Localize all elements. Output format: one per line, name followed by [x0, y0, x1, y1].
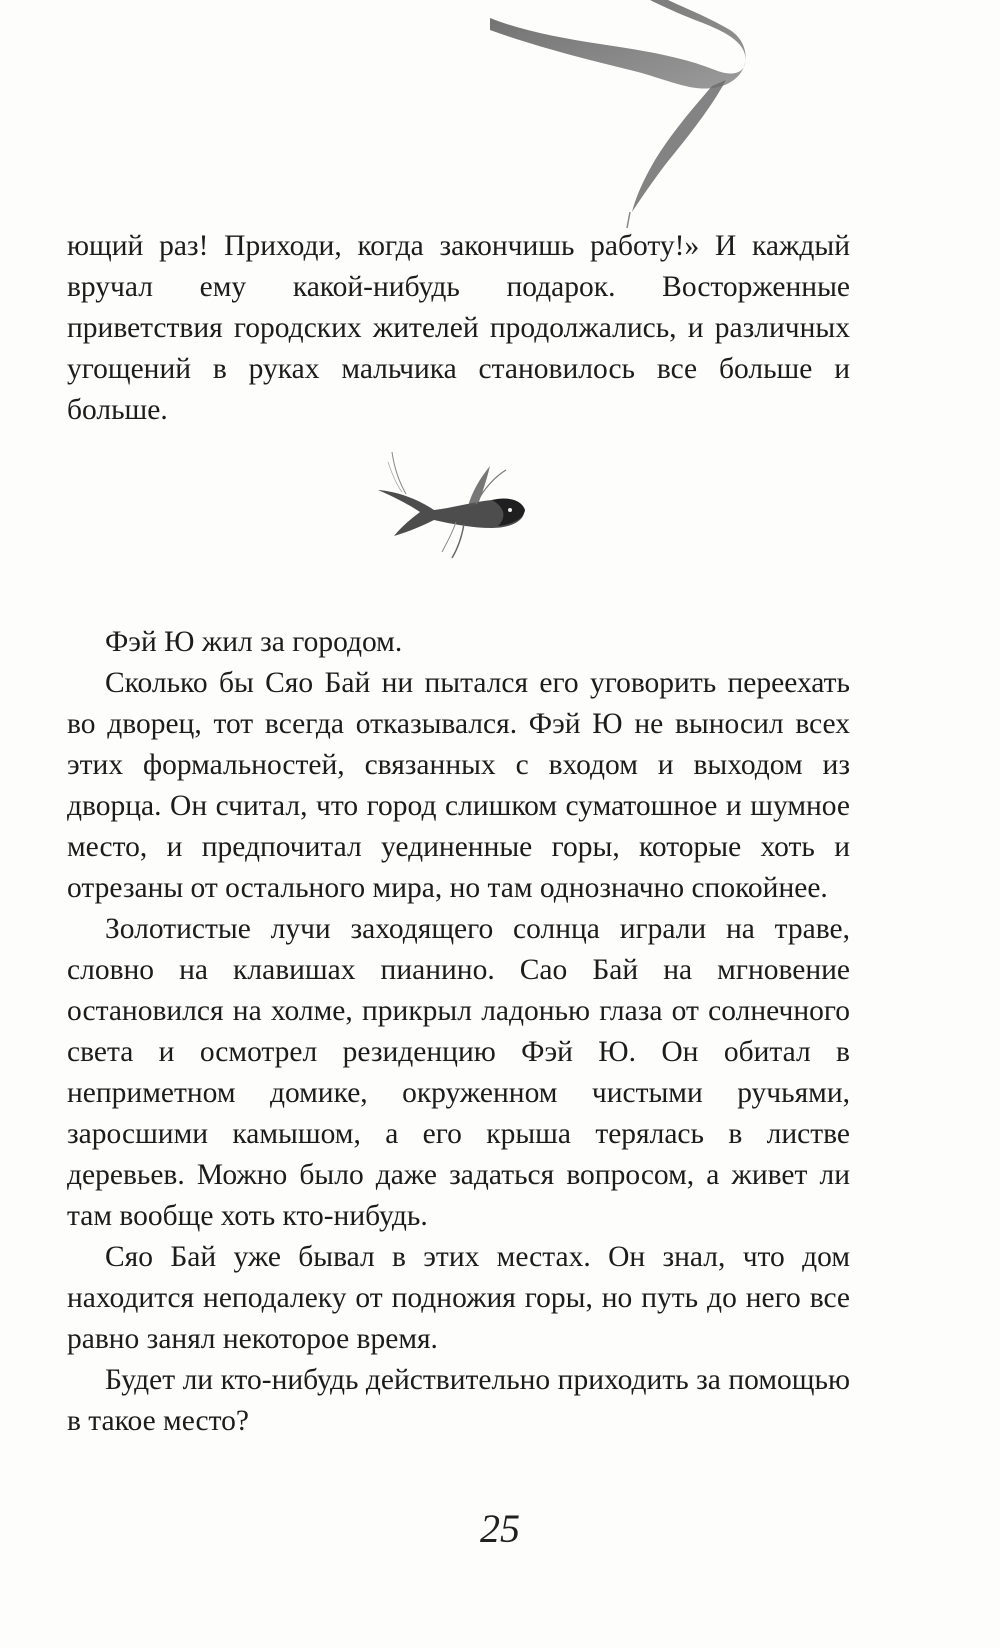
paragraph: Фэй Ю жил за городом. — [105, 626, 403, 658]
paragraph: Будет ли кто-нибудь действительно приходить за помощью в такое место? — [67, 1364, 850, 1437]
ink-brush-stroke-icon — [490, 0, 750, 230]
main-text — [67, 622, 850, 1442]
page-number: 25 — [480, 1506, 520, 1551]
continuation-text — [67, 226, 850, 431]
paragraph: Сколько бы Сяо Бай ни пытался его уговорить переехать во дворец, тот всегда отказывался. Фэй Ю не выносил всех этих формальностей, связанных с входом и выходом из дворца. Он считал, что город слишком суматошное и шумное место, и предпочитал уединенные горы, которые хоть и отрезаны от остального мира, но там однозначно спокойнее. — [67, 667, 850, 904]
paragraph: Золотистые лучи заходящего солнца играли на траве, словно на клавишах пианино. Сао Бай на мгновение остановился на холме, прикрыл ладонью глаза от солнечного света и осмотрел резиденцию Фэй Ю. Он обитал в неприметном домике, окруженном чистыми ручьями, заросшими камышом, а его крыша терялась в листве деревьев. Можно было даже задаться вопросом, а живет ли там вообще хоть кто-нибудь. — [67, 913, 850, 1232]
koi-fish-icon — [372, 452, 547, 562]
continuation-paragraph: ющий раз! Приходи, когда закончишь работу!» И каждый вручал ему какой-нибудь подарок. Восторженные приветствия городских жителей продолжались, и различных угощений в руках мальчика становилось все больше и больше. — [67, 230, 850, 426]
paragraph: Сяо Бай уже бывал в этих местах. Он знал, что дом находится неподалеку от подножия горы, но путь до него все равно занял некоторое время. — [67, 1241, 850, 1355]
